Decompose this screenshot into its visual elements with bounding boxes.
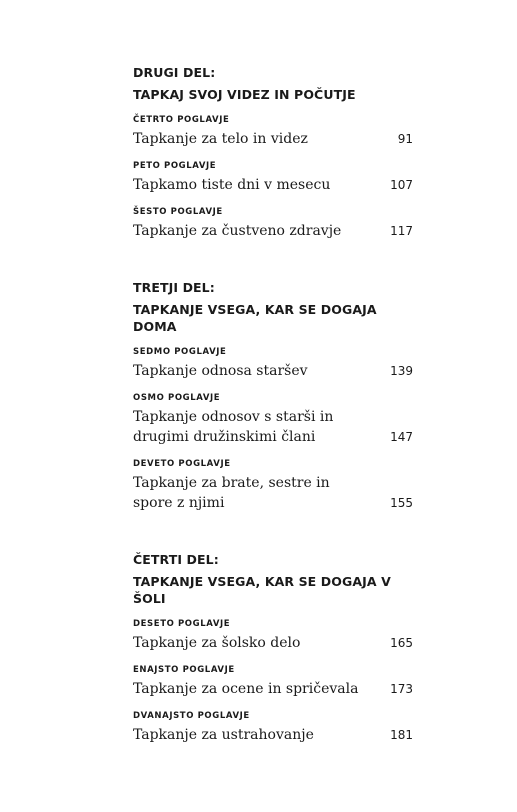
- page-number: 91: [397, 132, 413, 146]
- chapter-label: DESETO POGLAVJE: [133, 619, 231, 629]
- chapter-label: PETO POGLAVJE: [133, 161, 217, 171]
- chapter-title: Tapkanje odnosov s starši in drugimi družinskimi člani: [133, 409, 334, 445]
- chapter-row: [133, 129, 413, 149]
- part-label: DRUGI DEL:: [133, 65, 216, 80]
- part-title: TAPKANJE VSEGA, KAR SE DOGAJA DOMA: [133, 302, 377, 334]
- chapter-title: Tapkanje za ocene in spričevala: [133, 681, 359, 697]
- chapter-row: [133, 633, 413, 653]
- chapter-row: [133, 679, 413, 699]
- chapter-title: Tapkanje za telo in videz: [133, 131, 308, 147]
- part-label: ČETRTI DEL:: [133, 552, 219, 567]
- table-of-contents: [133, 64, 413, 783]
- page-number: 181: [390, 728, 413, 742]
- page-number: 165: [390, 636, 413, 650]
- chapter-title: Tapkanje za šolsko delo: [133, 635, 301, 651]
- page-number: 147: [390, 430, 413, 444]
- part-section: [133, 551, 413, 745]
- chapter-label: SEDMO POGLAVJE: [133, 347, 227, 357]
- part-title: TAPKANJE VSEGA, KAR SE DOGAJA V ŠOLI: [133, 574, 391, 606]
- chapter-row: [133, 725, 413, 745]
- chapter-entry: [133, 665, 413, 699]
- chapter-entry: [133, 115, 413, 149]
- chapter-entry: [133, 347, 413, 381]
- chapter-title: Tapkanje odnosa staršev: [133, 363, 308, 379]
- chapter-label: ENAJSTO POGLAVJE: [133, 665, 235, 675]
- chapter-label: DVANAJSTO POGLAVJE: [133, 711, 250, 721]
- chapter-row: [133, 407, 413, 447]
- chapter-row: [133, 473, 413, 513]
- chapter-entry: [133, 393, 413, 447]
- page-number: 173: [390, 682, 413, 696]
- chapter-title: Tapkanje za čustveno zdravje: [133, 223, 342, 239]
- chapter-title: Tapkanje za brate, sestre in spore z njimi: [133, 475, 330, 511]
- part-title: TAPKAJ SVOJ VIDEZ IN POČUTJE: [133, 87, 356, 102]
- part-label: TRETJI DEL:: [133, 280, 215, 295]
- chapter-entry: [133, 459, 413, 513]
- chapter-entry: [133, 161, 413, 195]
- page-number: 107: [390, 178, 413, 192]
- chapter-row: [133, 221, 413, 241]
- chapter-row: [133, 175, 413, 195]
- chapter-label: ČETRTO POGLAVJE: [133, 115, 230, 125]
- chapter-label: ŠESTO POGLAVJE: [133, 207, 223, 217]
- page-number: 139: [390, 364, 413, 378]
- chapter-entry: [133, 619, 413, 653]
- chapter-title: Tapkamo tiste dni v mesecu: [133, 177, 331, 193]
- chapter-row: [133, 361, 413, 381]
- chapter-entry: [133, 711, 413, 745]
- chapter-title: Tapkanje za ustrahovanje: [133, 727, 314, 743]
- chapter-entry: [133, 207, 413, 241]
- part-section: [133, 279, 413, 513]
- chapter-label: DEVETO POGLAVJE: [133, 459, 231, 469]
- page-number: 155: [390, 496, 413, 510]
- part-section: [133, 64, 413, 241]
- chapter-label: OSMO POGLAVJE: [133, 393, 221, 403]
- page-number: 117: [390, 224, 413, 238]
